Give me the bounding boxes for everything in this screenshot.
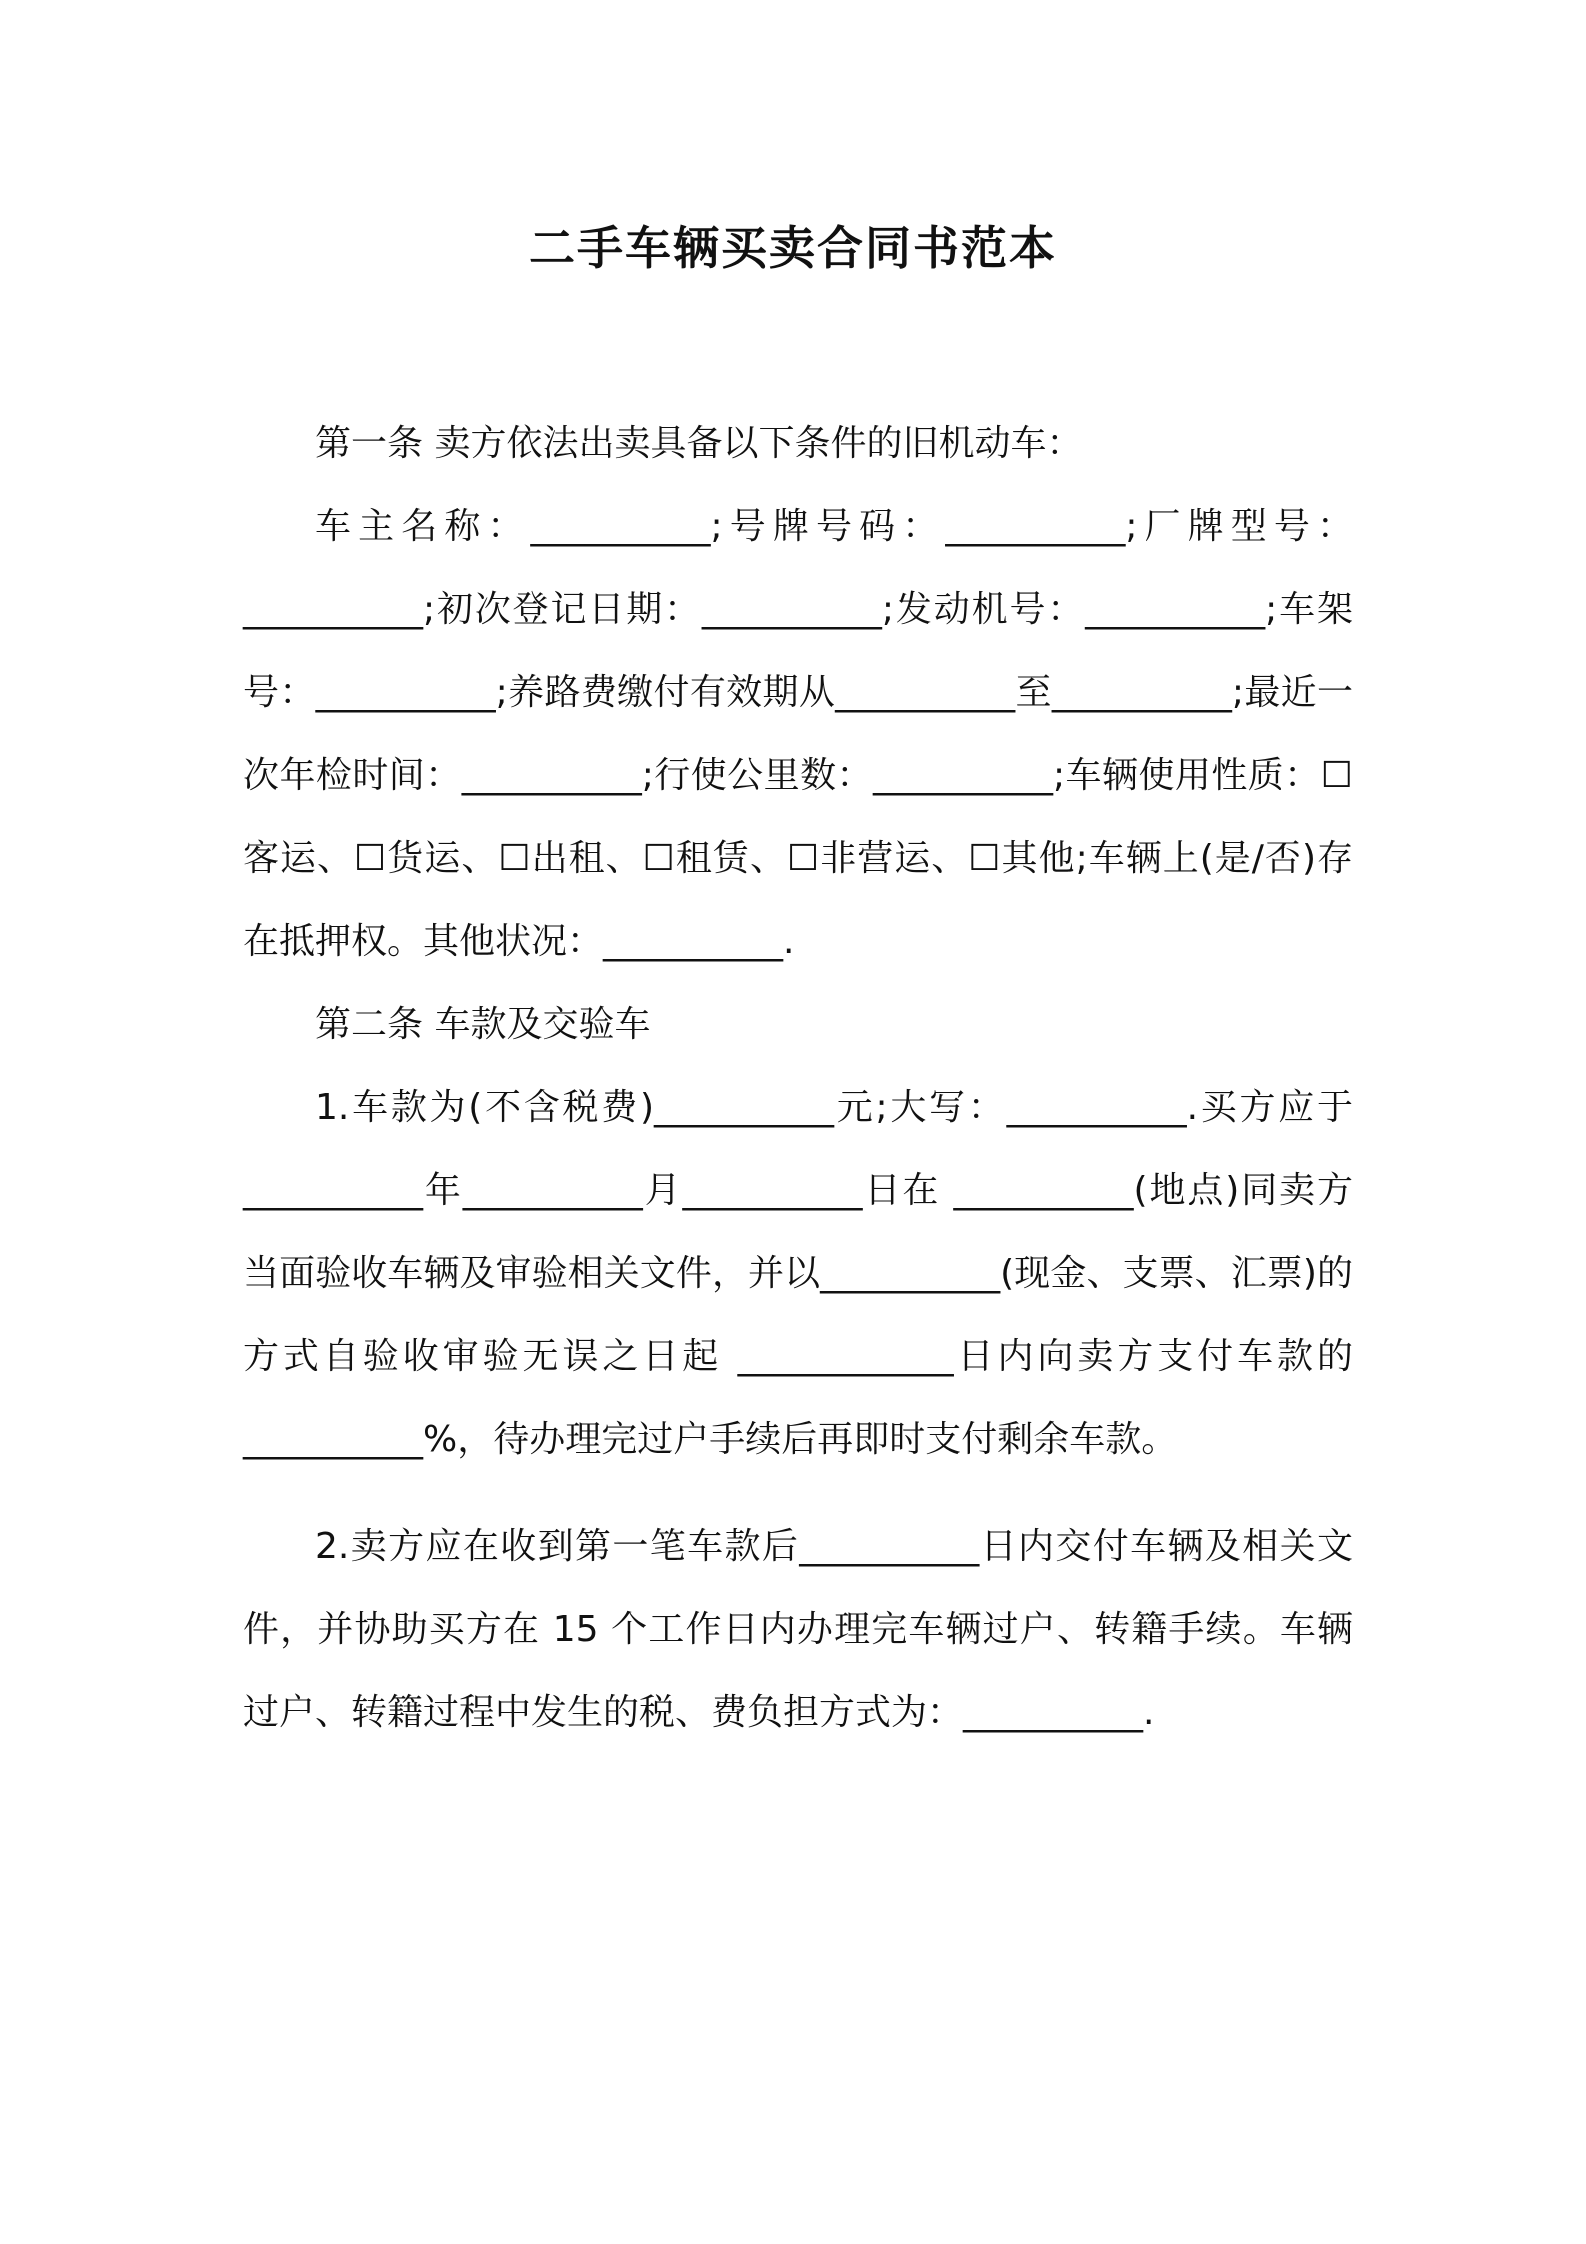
article-1-heading: 第一条 卖方依法出卖具备以下条件的旧机动车： bbox=[315, 423, 1083, 464]
article-2-heading: 第二条 车款及交验车 bbox=[315, 1004, 651, 1045]
document-title: 二手车辆买卖合同书范本 bbox=[529, 221, 1057, 275]
document-body bbox=[243, 402, 1353, 1754]
article-2-clause-2: 2.卖方应在收到第一笔车款后__________日内交付车辆及相关文件，并协助买方在 15 个工作日内办理完车辆过户、转籍手续。车辆过户、转籍过程中发生的税、费负担方式为：__________. bbox=[243, 1526, 1353, 1733]
article-1-vehicle-details: 车主名称：__________;号牌号码：__________;厂牌型号：__________;初次登记日期：__________;发动机号：__________;车架号：__________;养路费缴付有效期从__________至__________;最近一次年检时间：__________;行使公里数：__________;车辆使用性质：☐客运、☐货运、☐出租、☐租赁、☐非营运、☐其他;车辆上(是/否)存在抵押权。其他状况：__________. bbox=[243, 506, 1353, 962]
article-2-clause-1: 1.车款为(不含税费)__________元;大写：__________.买方应于__________年__________月__________日在 __________(地点)同卖方当面验收车辆及审验相关文件，并以__________(现金、支票、汇票)的方式自验收审验无误之日起 ____________日内向卖方支付车款的__________%，待办理完过户手续后再即时支付剩余车款。 bbox=[243, 1087, 1353, 1460]
